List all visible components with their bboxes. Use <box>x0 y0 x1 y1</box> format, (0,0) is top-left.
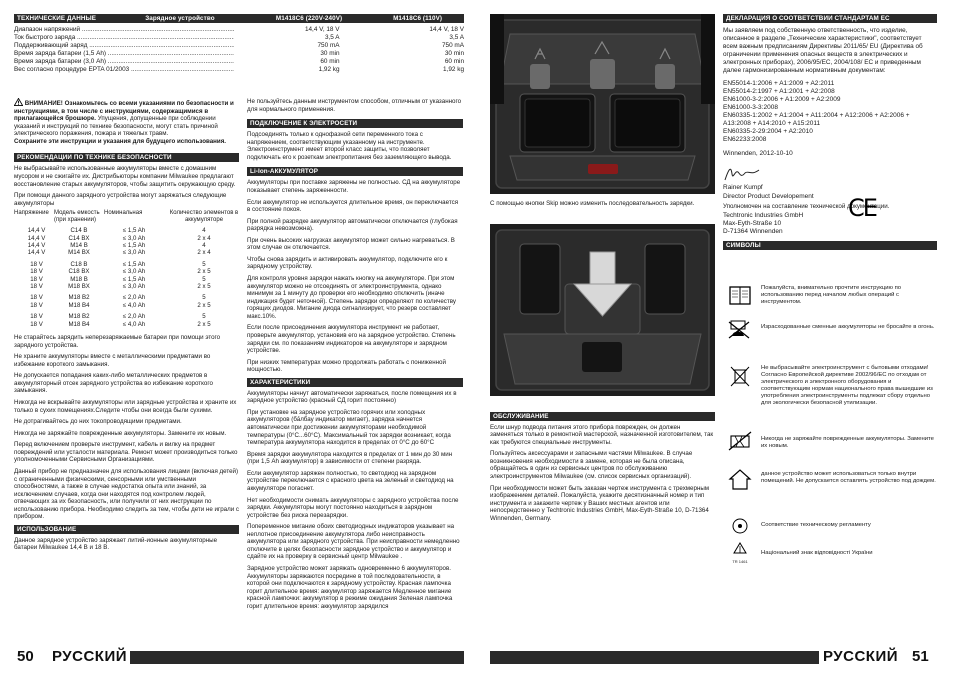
column-2 <box>247 98 463 614</box>
spec-label: Ток быстрого заряда ..... <box>14 34 234 42</box>
characteristics-paragraph: Нет необходимости снимать аккумуляторы с зарядного устройства после зарядки. Аккумуляторы могут постоянно находиться в зарядном устройстве без риска перезарядки. <box>247 496 459 519</box>
service-paragraphs <box>490 424 715 523</box>
battery-cell: ≤ 1,5 Ah <box>122 260 146 268</box>
battery-table-row <box>14 321 239 328</box>
li-ion-paragraphs <box>247 179 463 373</box>
battery-cell: 2 x 5 <box>197 320 211 328</box>
battery-cell: ≤ 3,0 Ah <box>122 268 146 276</box>
declaration-text: Мы заявляем под собственную ответственность, что изделие, описанное в разделе „Технические характеристики", соответствует всем важным предписаниям Директивы 2011/65/ EU (Директива об ограничении применения опасных веществ в электрических и электронных приборах), 2006/95/EC, 2004/108/ EC и приведенным далее гармонизированным нормативным документам: <box>723 27 923 74</box>
damaged-battery-icon <box>727 430 753 452</box>
service-paragraph: При необходимости может быть заказан чертеж инструмента с трехмерным изображением деталей. Пожалуйста, укажите десятизначный номер и тип инструмента и закажите чертеж у Ваших местных агентов или непосредственно у Techtronic Industries GmbH, Max-Eyth-Straße 10, D-71364 Winnenden, Germany. <box>490 484 710 522</box>
battery-cell: 18 V <box>30 283 43 291</box>
li-ion-paragraph: Если после присоединения аккумулятора инструмент не работает, проверьте аккумулятор, установив его на зарядное устройство. Степень зарядки см. по показаниям индикаторов на аккумуляторе и зарядном устройстве. <box>247 324 456 355</box>
symbol-row-house: данное устройство может использоваться только внутри помещений. Не допускается оставлять устройство под дождем. <box>727 467 937 491</box>
battery-cell: 2 x 5 <box>197 301 211 309</box>
spec-value-110: 3,5 A <box>449 34 464 41</box>
spec-row <box>14 42 464 50</box>
safety-paragraph: Никогда не заряжайте поврежденные аккумуляторы. Замените их новым. <box>14 429 227 437</box>
standard-item: EN55014-2:1997 + A1:2001 + A2:2008 <box>723 88 835 96</box>
tech-data-rows <box>14 26 464 74</box>
warning-intro: Ознакомьтесь со всеми указаниями по безопасности и инструкциями, в том числе с инструкциями, содержащимися в прилагающейся брошюре. <box>14 100 234 123</box>
battery-cell: 4 <box>202 227 206 235</box>
standard-item: EN61000-3-2:2006 + A1:2009 + A2:2009 <box>723 96 841 104</box>
battery-table-row <box>14 227 239 234</box>
li-ion-paragraph: Аккумуляторы при поставке заряжены не полностью. СД на аккумуляторе показывает степень заряженности. <box>247 179 461 194</box>
battery-cell: ≤ 1,5 Ah <box>122 227 146 235</box>
service-paragraph: Если шнур подвода питания этого прибора поврежден, он должен заменяться только в ремонтной мастерской, назначенной изготовителем, так как требуются специальные инструменты. <box>490 423 714 446</box>
spec-value-220: 3,5 A <box>324 34 340 41</box>
column-4 <box>723 14 937 250</box>
battery-cell: C14 B <box>70 227 88 235</box>
battery-cell: 5 <box>202 313 206 321</box>
left-page-number: 50 <box>17 648 34 665</box>
right-page-number: 51 <box>912 648 929 665</box>
characteristics-paragraph: Если аккумулятор заряжен полностью, то светодиод на зарядном устройстве переключается с красного цвета на зеленый и светодиод на аккумуляторе погаснет. <box>247 469 454 492</box>
skip-caption: С помощью кнопки Skip можно изменить последовательность зарядки. <box>490 200 695 207</box>
left-language-label: РУССКИЙ <box>52 648 128 665</box>
warning-keep: Сохраните эти инструкции и указания для будущего использования. <box>14 137 227 145</box>
symbol-row-book: Пожалуйста, внимательно прочтите инструкцию по использованию перед началом любых операций с инструментом. <box>727 285 937 307</box>
spec-value-110: 750 mA <box>441 42 464 49</box>
battery-cell: 14,4 V <box>27 234 46 242</box>
battery-cell: ≤ 4,0 Ah <box>122 320 146 328</box>
right-footer-bar <box>490 651 819 664</box>
battery-table-row <box>14 283 239 290</box>
spec-row <box>14 58 464 66</box>
warning-block <box>14 98 239 145</box>
battery-cell: 2 x 5 <box>197 283 211 291</box>
battery-cell: 4 <box>202 242 206 249</box>
safety-paragraph: Не старайтесь зарядить неперезаряжаемые батареи при помощи этого зарядного устройства. <box>14 334 221 349</box>
signature-image <box>723 164 763 184</box>
battery-cell: C18 B <box>70 260 88 268</box>
battery-cell: 5 <box>202 260 206 268</box>
li-ion-paragraph: Если аккумулятор не используется длительное время, он переключается в состояние покоя. <box>247 198 459 214</box>
spec-value-110: 60 min <box>444 58 464 65</box>
spec-value-220: 1,92 kg <box>318 66 340 73</box>
symbol-row-ukraine: TR 1461 Національний знак відповідності України <box>727 542 937 564</box>
ukraine-mark: TR 1461 <box>727 542 753 564</box>
li-ion-paragraph: При очень высоких нагрузках аккумулятор может сильно нагреваться. В этом случае он отключается. <box>247 236 455 252</box>
eac-icon <box>727 515 753 537</box>
safety-paragraph: Не храните аккумуляторы вместе с металлическими предметами во избежание короткого замыкания. <box>14 353 211 368</box>
safety-header: РЕКОМЕНДАЦИИ ПО ТЕХНИКЕ БЕЗОПАСНОСТИ <box>14 153 239 162</box>
characteristics-paragraph: Зарядное устройство может заряжать одновременно 6 аккумуляторов. Аккумуляторы заряжаются посредине в той последовательности, в которой они подключаются к зарядному устройству. Красная лампочка горит длительное время: аккумулятор заряжается Медленное мигание красной лампочки: аккумулятор в режиме ожидания Зеленая лампочка горит длительное время: аккумулятор зарядился <box>247 565 453 610</box>
ce-mark: CE <box>848 194 876 222</box>
battery-cell: M18 B4 <box>68 301 90 309</box>
warning-title: ВНИМАНИЕ! <box>24 100 63 107</box>
battery-table-row <box>14 276 239 283</box>
spec-value-220: 750 mA <box>317 42 340 49</box>
electric-p: Подсоединять только к однофазной сети переменного тока с напряжением, соответствующим указанному на инструменте. Электроинструмент имеет второй класс защиты, что позволяет подключать его к розеткам электропитания без заземляющего вывода. <box>247 131 452 161</box>
ukraine-mark-icon <box>733 542 747 556</box>
spec-value-110: 30 min <box>444 50 464 57</box>
battery-table-head: Напряжение Модель емкость (при хранении) Номинальная Количество элементов в аккумуляторе <box>14 210 239 224</box>
spec-label: Время заряда батареи (3,0 Ah) ..... <box>14 58 234 66</box>
characteristics-paragraph: Аккумуляторы начнут автоматически заряжаться, после помещения их в зарядное устройство (красный СД горит постоянно) <box>247 389 457 405</box>
electric-header: ПОДКЛЮЧЕНИЕ К ЭЛЕКТРОСЕТИ <box>247 119 463 128</box>
battery-cell: 18 V <box>30 268 43 276</box>
battery-cell: 18 V <box>30 320 43 328</box>
battery-cell: 2 x 4 <box>197 249 211 257</box>
battery-cell: M14 BX <box>68 249 90 257</box>
battery-cell: 5 <box>202 275 206 283</box>
battery-cell: 14,4 V <box>27 249 46 257</box>
battery-no-fire-icon <box>727 318 753 340</box>
battery-table <box>14 227 239 328</box>
safety-paragraph: Не допускается попадания каких-либо металлических предметов в аккумуляторный отсек зарядного устройства во избежание короткого замыкания. <box>14 372 213 395</box>
service-header: ОБСЛУЖИВАНИЕ <box>490 412 715 421</box>
safety-paragraph: Данный прибор не предназначен для использования лицами (включая детей) с ограниченными физическими, сенсорными или умственными способностями, а также в случае недостатка опыта или знаний, за исключением случаев, когда они находятся под контролем людей, отвечающих за их безопасность, или получили от них инструкции по использованию прибора. Необходимо следить за тем, чтобы дети не играли с прибором. <box>14 467 239 521</box>
safety-paragraph: Никогда не вскрывайте аккумуляторы или зарядные устройства и храните их только в сухих помещениях.Следите чтобы они всегда были сухими. <box>14 399 237 414</box>
left-footer-bar <box>130 651 464 664</box>
spec-row <box>14 26 464 34</box>
spec-label: Поддерживающий заряд ..... <box>14 42 234 50</box>
battery-cell: 18 V <box>30 313 43 321</box>
li-ion-paragraph: Чтобы снова зарядить и активировать аккумулятор, подключите его к зарядному устройству. <box>247 255 448 271</box>
warning-triangle-icon <box>14 98 23 106</box>
battery-cell: ≤ 2,0 Ah <box>122 294 146 302</box>
standards-list <box>723 80 937 144</box>
column-3 <box>490 14 715 526</box>
characteristics-paragraph: Время зарядки аккумулятора находится в пределах от 1 мин до 30 мин (при 1,5 Ah аккумулятор) в зависимости от степени разряда. <box>247 450 453 466</box>
battery-cell: M18 BX <box>68 283 90 291</box>
battery-cell: M18 B <box>70 275 88 283</box>
spec-label: Время заряда батареи (1,5 Ah) ..... <box>14 50 234 58</box>
battery-cell: 18 V <box>30 275 43 283</box>
battery-cell: ≤ 4,0 Ah <box>122 301 146 309</box>
standard-item: EN60335-1:2002 + A1:2004 + A11:2004 + A12:2006 + A2:2006 + A13:2008 + A14:2010 + A15:2011 <box>723 112 910 128</box>
battery-cell: ≤ 1,5 Ah <box>122 242 146 249</box>
li-ion-paragraph: При полной разрядке аккумулятор автоматически отключается (глубокая разрядка невозможна). <box>247 217 458 233</box>
safety-p1: Не выбрасывайте использованные аккумуляторы вместе с домашним мусором и не сжигайте их. Дистрибьюторы компании Milwaukee предлагают восстановление старых аккумуляторов, чтобы защитить окружающую среду. <box>14 165 236 188</box>
spec-value-110: 1,92 kg <box>443 66 464 73</box>
safety-p2: При помощи данного зарядного устройства могут заряжаться следующие аккумуляторы <box>14 192 227 207</box>
warning-text: Упущения, допущенные при соблюдении указаний и инструкций по технике безопасности, могут стать причиной электрического поражения, пожара и тяжелых травм. <box>14 115 218 138</box>
battery-cell: 5 <box>202 294 206 302</box>
column-1 <box>14 98 239 556</box>
col2-p0: Не пользуйтесь данным инструментом способом, отличным от указанного для нормального применения. <box>247 98 462 113</box>
spec-label: Вес согласно процедуре EPTA 01/2003 ..... <box>14 66 234 74</box>
tech-data-section <box>14 14 464 74</box>
symbol-row-battery-fire: Израсходованные сменные аккумуляторы не бросайте в огонь. <box>727 318 937 340</box>
battery-table-row <box>14 268 239 275</box>
battery-cell: M18 B4 <box>68 320 90 328</box>
service-paragraph: Пользуйтесь аксессуарами и запасными частями Milwaukee. В случае возникновения необходимости в замене, которая не была описана, обращайтесь в один из сервисных центров по обслуживанию электроинструментов Milwaukee (см. список сервисных организаций). <box>490 450 693 480</box>
battery-cell: M18 B2 <box>68 313 90 321</box>
characteristics-header: ХАРАКТЕРИСТИКИ <box>247 378 463 387</box>
battery-cell: ≤ 3,0 Ah <box>122 249 146 257</box>
battery-cell: M14 B <box>70 242 88 249</box>
battery-cell: C18 BX <box>68 268 90 276</box>
symbols-header: СИМВОЛЫ <box>723 241 937 250</box>
battery-cell: 14,4 V <box>27 227 46 235</box>
declaration-header: ДЕКЛАРАЦИЯ О СООТВЕТСТВИИ СТАНДАРТАМ ЕС <box>723 14 937 23</box>
battery-cell: ≤ 2,0 Ah <box>122 313 146 321</box>
battery-table-row <box>14 235 239 242</box>
standard-item: EN62233:2008 <box>723 136 767 144</box>
battery-table-row <box>14 249 239 256</box>
right-language-label: РУССКИЙ <box>823 648 899 665</box>
safety-paragraph: Перед включением проверьте инструмент, кабель и вилку на предмет повреждений или усталости материала. Ремонт может производиться только уполномоченными Сервисными Организациями. <box>14 441 238 464</box>
battery-cell: ≤ 3,0 Ah <box>122 234 146 242</box>
charger-top-view-image <box>490 14 715 194</box>
signer-name: Rainer Kumpf <box>723 184 763 192</box>
li-ion-paragraph: Для контроля уровня зарядки нажать кнопку на аккумуляторе. При этом аккумулятор можно не отсоединять от электроинструмента, однако минимум за 1 минуту до проверки его необходимо отключить (иначе индикация будет неточной). Степень зарядки определяют по количеству горящих диодов. Мигание диода сигнализирует, что резерв составляет макс.10%. <box>247 275 456 320</box>
company-address: Techtronic Industries GmbH Max-Eyth-Straße 10 D-71364 Winnenden <box>723 212 804 236</box>
tech-data-header: ТЕХНИЧЕСКИЕ ДАННЫЕ Зарядное устройство M1418C6 (220V-240V) M1418C6 (110V) <box>14 14 464 23</box>
battery-cell: 18 V <box>30 294 43 302</box>
spec-row <box>14 34 464 42</box>
characteristics-paragraphs <box>247 390 463 611</box>
house-icon <box>727 467 753 491</box>
spec-row <box>14 50 464 58</box>
spec-value-220: 30 min <box>320 50 340 57</box>
crossed-bin-icon <box>727 365 753 387</box>
li-ion-paragraph: При низких температурах можно продолжать работать с пониженной мощностью. <box>247 358 446 374</box>
place-date: Winnenden, 2012-10-10 <box>723 150 793 158</box>
battery-cell: ≤ 3,0 Ah <box>122 283 146 291</box>
battery-cell: 2 x 5 <box>197 268 211 276</box>
battery-table-row <box>14 242 239 249</box>
book-icon <box>727 285 753 307</box>
battery-table-row <box>14 302 239 309</box>
battery-cell: 14,4 V <box>27 242 46 249</box>
spec-label: Диапазон напряжений ..... <box>14 26 234 34</box>
symbol-row-eac: Соответствие техническому регламенту <box>727 515 937 537</box>
standard-item: EN55014-1:2006 + A1:2009 + A2:2011 <box>723 80 835 88</box>
usage-p1: Данное зарядное устройство заряжает литий-ионные аккумуляторные батареи Milwaukee 14,4 В и 18 В. <box>14 536 218 552</box>
symbol-row-damaged-battery: Никогда не заряжайте поврежденные аккумуляторы. Замените их новым. <box>727 430 937 452</box>
charger-insert-image <box>490 224 715 396</box>
symbol-row-bin: Не выбрасывайте электроинструмент с бытовыми отходами! Согласно Европейской директиве 2002/96/EC по отходам от электрического и электронного оборудования и соответствующим нормам национального права вышедшие из употребления электроинструменты подлежат сбору отдельно для экологически безопасной утилизации. <box>727 365 937 407</box>
usage-header: ИСПОЛЬЗОВАНИЕ <box>14 525 239 534</box>
authorized-text: Уполномочен на составление технической документации. <box>723 203 890 211</box>
spec-value-220: 14,4 V, 18 V <box>304 26 340 33</box>
battery-table-row <box>14 294 239 301</box>
battery-cell: ≤ 1,5 Ah <box>122 275 146 283</box>
spec-row <box>14 66 464 74</box>
battery-cell: M18 B2 <box>68 294 90 302</box>
signer-role: Director Product Developement <box>723 193 814 201</box>
standard-item: EN61000-3-3:2008 <box>723 104 778 112</box>
battery-cell: 18 V <box>30 301 43 309</box>
battery-cell: 18 V <box>30 260 43 268</box>
characteristics-paragraph: Попеременное мигание обоих светодиодных индикаторов указывает на неплотное присоединение аккумулятора либо неисправность аккумулятора или зарядного устройства. При неисправности немедленно отключите в целях безопасности зарядное устройство и аккумулятор и сдайте их на проверку в сервисный центр Milwaukee . <box>247 523 460 561</box>
characteristics-paragraph: При установке на зарядное устройство горячих или холодных аккумуляторов (ба́лбау индикатор мигает), зарядка начнется автоматически при достижении аккумуляторами необходимой температуры (0°C...60°C). Максимальный ток зарядки возникает, когда температура аккумулятора находится в пределах от 0°C до 60°C <box>247 408 451 447</box>
battery-cell: 2 x 4 <box>197 234 211 242</box>
safety-paragraphs <box>14 334 239 521</box>
battery-cell: C14 BX <box>68 234 90 242</box>
standard-item: EN60335-2-29:2004 + A2:2010 <box>723 128 813 136</box>
li-ion-header: Li-Ion-АККУМУЛЯТОР <box>247 167 463 176</box>
battery-table-row <box>14 313 239 320</box>
battery-table-row <box>14 261 239 268</box>
spec-value-220: 60 min <box>320 58 340 65</box>
spec-value-110: 14,4 V, 18 V <box>429 26 464 33</box>
safety-paragraph: Не дотрагивайтесь до них токопроводящими предметами. <box>14 418 182 426</box>
